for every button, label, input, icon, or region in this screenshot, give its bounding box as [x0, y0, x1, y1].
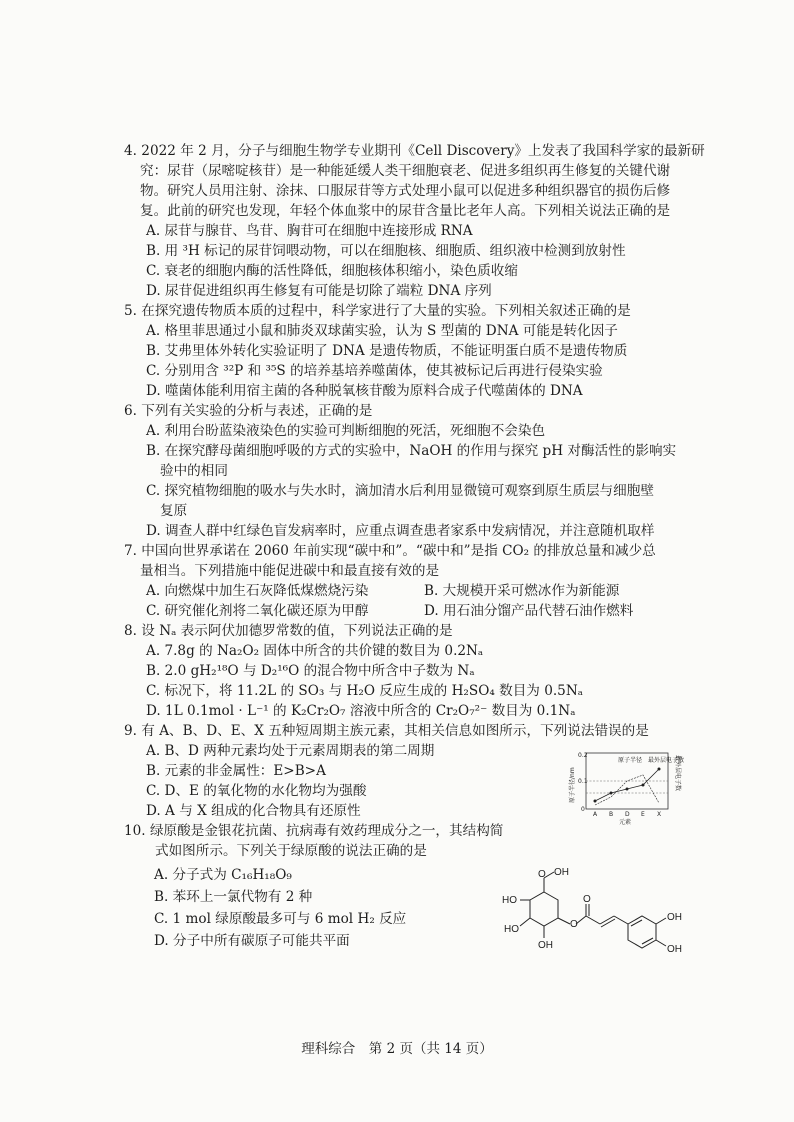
- atom-label: O: [583, 894, 591, 905]
- category-label: B: [609, 811, 614, 818]
- category-label: A: [593, 811, 598, 818]
- q10-stem-line2: 式如图所示。下列关于绿原酸的说法正确的是: [155, 843, 427, 859]
- legend-electrons: 最外层电子数: [648, 757, 685, 764]
- q9-option-b: B. 元素的非金属性：E>B>A: [146, 763, 326, 779]
- q5-stem: 5. 在探究遗传物质本质的过程中，科学家进行了大量的实验。下列相关叙述正确的是: [124, 303, 631, 319]
- q8-stem: 8. 设 Nₐ 表示阿伏加德罗常数的值，下列说法正确的是: [124, 623, 453, 639]
- q6-option-b-line2: 验中的相同: [160, 463, 228, 479]
- category-label: D: [625, 811, 630, 818]
- q7-option-c: C. 研究催化剂将二氧化碳还原为甲醇: [146, 603, 369, 619]
- q8-option-a: A. 7.8g 的 Na₂O₂ 固体中所含的共价键的数目为 0.2Nₐ: [146, 643, 484, 659]
- y-axis-label-right: 最外层电子数: [674, 755, 681, 792]
- q8-option-c: C. 标况下，将 11.2L 的 SO₃ 与 H₂O 反应生成的 H₂SO₄ 数目为 0.5Nₐ: [146, 683, 583, 699]
- page-footer: 理科综合 第 2 页（共 14 页）: [301, 1041, 493, 1057]
- atom-label: O: [538, 869, 546, 880]
- q5-option-d: D. 噬菌体能利用宿主菌的各种脱氧核苷酸为原料合成子代噬菌体的 DNA: [146, 383, 583, 399]
- radius-point: [594, 800, 597, 803]
- q10-stem-line1: 10. 绿原酸是金银花抗菌、抗病毒有效药理成分之一，其结构简: [124, 823, 504, 839]
- q4-option-c: C. 衰老的细胞内酶的活性降低，细胞核体积缩小，染色质收缩: [146, 263, 518, 279]
- atom-label: OH: [667, 912, 682, 923]
- legend-radius: 原子半径: [618, 757, 643, 764]
- q9-option-a: A. B、D 两种元素均处于元素周期表的第二周期: [146, 743, 435, 759]
- cyclohexane-ring: [530, 892, 558, 926]
- q8-option-b: B. 2.0 gH₂¹⁸O 与 D₂¹⁶O 的混合物中所含中子数为 Nₐ: [146, 663, 475, 679]
- q6-stem: 6. 下列有关实验的分析与表述，正确的是: [124, 403, 373, 419]
- q10-option-c: C. 1 mol 绿原酸最多可与 6 mol H₂ 反应: [154, 911, 407, 927]
- category-label: E: [641, 811, 645, 818]
- q7-option-a: A. 向燃煤中加生石灰降低煤燃烧污染: [146, 583, 369, 599]
- q4-option-d: D. 尿苷促进组织再生修复有可能是切除了端粒 DNA 序列: [146, 283, 492, 299]
- q4-stem-line2: 究：尿苷（尿嘧啶核苷）是一种能延缓人类干细胞衰老、促进多组织再生修复的关键代谢: [140, 163, 671, 179]
- ytick-label: 0.2: [578, 752, 588, 759]
- bond: [656, 918, 666, 924]
- q4-stem-line4: 复。此前的研究也发现，年轻个体血浆中的尿苷含量比老年人高。下列相关说法正确的是: [140, 203, 671, 219]
- bond: [558, 918, 570, 924]
- atom-label: OH: [554, 867, 569, 878]
- q5-option-b: B. 艾弗里体外转化实验证明了 DNA 是遗传物质，不能证明蛋白质不是遗传物质: [146, 343, 628, 359]
- q4-stem-line3: 物。研究人员用注射、涂抹、口服尿苷等方式处理小鼠可以促进多种组织器官的损伤后修: [140, 183, 671, 199]
- chlorogenic-acid-structure: [494, 866, 694, 966]
- ytick-label: 0: [581, 806, 585, 813]
- q8-option-d: D. 1L 0.1mol · L⁻¹ 的 K₂Cr₂O₇ 溶液中所含的 Cr₂O₇²⁻ 数目为 0.1Nₐ: [146, 703, 576, 719]
- q4-option-a: A. 尿苷与腺苷、鸟苷、胸苷可在细胞中连接形成 RNA: [146, 223, 473, 239]
- q5-option-c: C. 分别用含 ³²P 和 ³⁵S 的培养基培养噬菌体，使其被标记后再进行侵染实验: [146, 363, 603, 379]
- radius-point: [658, 768, 661, 771]
- category-label: X: [657, 811, 662, 818]
- q7-stem-line1: 7. 中国向世界承诺在 2060 年前实现“碳中和”。“碳中和”是指 CO₂ 的排放总量和减少总: [124, 543, 656, 559]
- ester-oxygen: O: [570, 919, 578, 930]
- bond: [586, 916, 600, 924]
- bond: [520, 918, 530, 926]
- q10-option-a: A. 分子式为 C₁₆H₁₈O₉: [154, 867, 292, 883]
- q6-option-d: D. 调查人群中红绿色盲发病率时，应重点调查患者家系中发病情况，并注意随机取样: [146, 523, 655, 539]
- y-axis-label-left: 原子半径/nm: [569, 767, 576, 803]
- radius-point: [642, 784, 645, 787]
- bond: [601, 919, 615, 927]
- q9-option-c: C. D、E 的氧化物的水化物均为强酸: [146, 783, 367, 799]
- q6-option-c-line2: 复原: [160, 503, 188, 519]
- q9-stem: 9. 有 A、B、D、E、X 五种短周期主族元素，其相关信息如图所示，下列说法错误的是: [124, 723, 649, 739]
- ytick-label: 0.1: [578, 778, 588, 785]
- q5-option-a: A. 格里菲思通过小鼠和肺炎双球菌实验，认为 S 型菌的 DNA 可能是转化因子: [146, 323, 618, 339]
- q6-option-c-line1: C. 探究植物细胞的吸水与失水时，滴加清水后利用显微镜可观察到原生质层与细胞壁: [146, 483, 654, 499]
- atom-label: HO: [504, 924, 519, 935]
- atom-label: OH: [667, 944, 682, 955]
- q7-stem-line2: 量相当。下列措施中能促进碳中和最直接有效的是: [140, 563, 440, 579]
- q4-option-b: B. 用 ³H 标记的尿苷饲喂动物，可以在细胞核、细胞质、组织液中检测到放射性: [146, 243, 626, 259]
- q7-option-b: B. 大规模开采可燃冰作为新能源: [424, 583, 620, 599]
- atom-label: HO: [502, 895, 517, 906]
- q6-option-a: A. 利用台盼蓝染液染色的实验可判断细胞的死活，死细胞不会染色: [146, 423, 546, 439]
- bond: [600, 916, 614, 924]
- x-axis-label: 元素: [619, 819, 632, 826]
- element-chart-figure: [566, 749, 688, 833]
- q4-stem-line1: 4. 2022 年 2 月，分子与细胞生物学专业期刊《Cell Discovery》上发表了我国科学家的最新研: [124, 143, 705, 159]
- radius-point: [610, 792, 613, 795]
- radius-point: [626, 788, 629, 791]
- radius-series-line: [595, 769, 659, 801]
- bond: [614, 916, 628, 924]
- q7-option-d: D. 用石油分馏产品代替石油作燃料: [424, 603, 634, 619]
- q10-option-b: B. 苯环上一氯代物有 2 种: [154, 889, 313, 905]
- benzene-ring: [628, 916, 656, 948]
- q6-option-b-line1: B. 在探究酵母菌细胞呼吸的方式的实验中，NaOH 的作用与探究 pH 对酶活性的影响实: [146, 443, 677, 459]
- q10-option-d: D. 分子中所有碳原子可能共平面: [154, 933, 350, 949]
- atom-label: OH: [538, 940, 553, 951]
- bond: [656, 940, 666, 946]
- q9-option-d: D. A 与 X 组成的化合物具有还原性: [146, 803, 361, 819]
